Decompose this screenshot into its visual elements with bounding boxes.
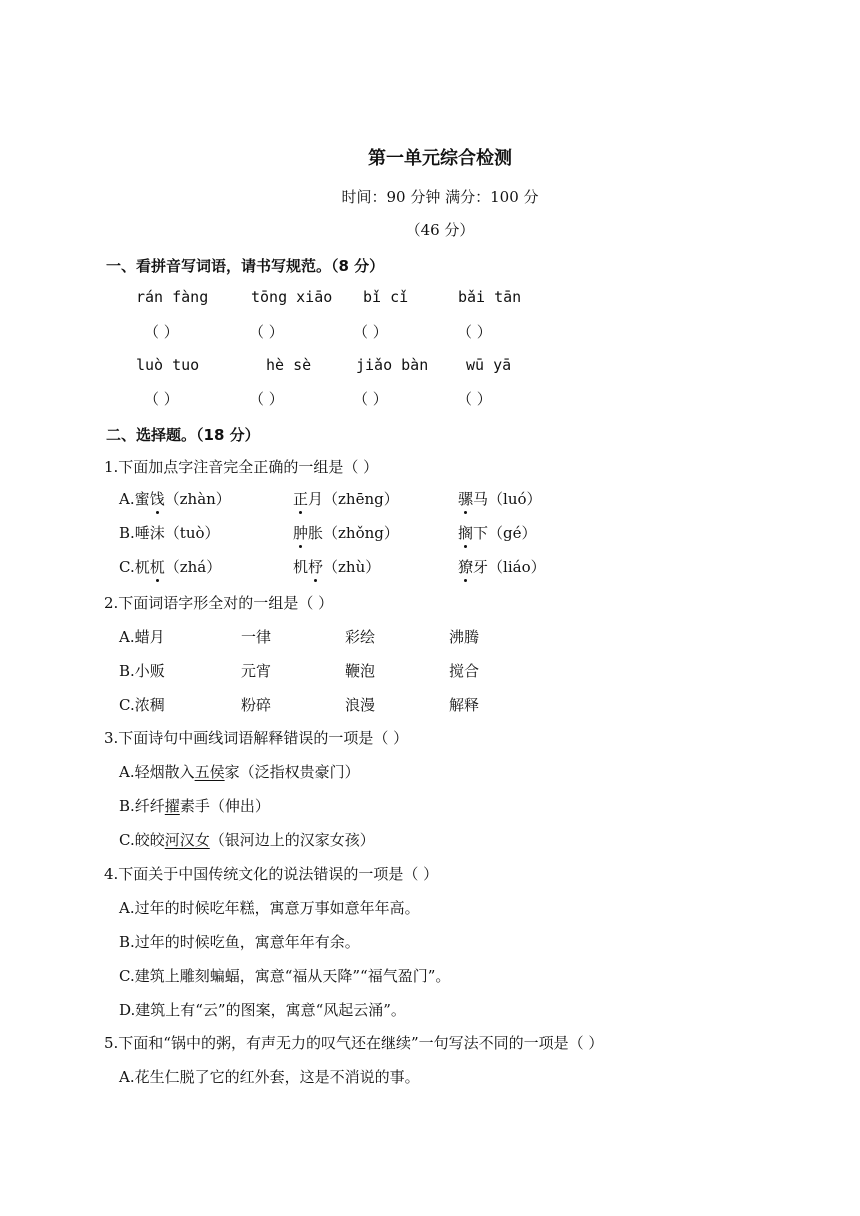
section2-heading: 二、选择题。（18 分） [106,426,260,444]
pinyin-1: rán fàng [136,288,209,306]
q1-stem: 1.下面加点字注音完全正确的一组是（ ） [104,458,379,476]
q1-option-a2: 正月（zhēng） [293,490,399,508]
q5-stem: 5.下面和“锅中的粥，有声无力的叹气还在继续”一句写法不同的一项是（ ） [104,1034,604,1052]
section1-heading: 一、看拼音写词语，请书写规范。（8 分） [106,257,385,275]
q1-option-b1: B.唾沫（tuò） [119,524,220,542]
q1-option-a3: 骡马（luó） [458,490,542,508]
q2-c-3: 浪漫 [345,696,376,714]
q4-option-a: A.过年的时候吃年糕，寓意万事如意年年高。 [119,899,420,917]
q2-c-4: 解释 [449,696,480,714]
q1-option-c1: C.杌杌（zhá） [119,558,222,576]
q2-c-2: 粉碎 [241,696,272,714]
answer-blank-1[interactable]: （ ） [144,323,179,341]
q4-option-d: D.建筑上有“云”的图案，寓意“风起云涌”。 [119,1001,406,1019]
q4-option-c: C.建筑上雕刻蝙蝠，寓意“福从天降”“福气盈门”。 [119,967,451,985]
q1-option-a1: A.蜜饯（zhàn） [119,490,231,508]
answer-blank-3[interactable]: （ ） [353,323,388,341]
q4-option-b: B.过年的时候吃鱼，寓意年年有余。 [119,933,360,951]
pinyin-6: hè sè [266,356,312,374]
score-part: （46 分） [405,221,475,239]
pinyin-2: tōng xiāo [251,288,333,306]
pinyin-4: bǎi tān [458,288,522,306]
q2-c-1: C.浓稠 [119,696,165,714]
q1-option-b2: 肿胀（zhǒng） [293,524,399,542]
q3-option-a: A.轻烟散入五侯家（泛指权贵豪门） [119,763,360,781]
q3-option-c: C.皎皎河汉女（银河边上的汉家女孩） [119,831,375,849]
answer-blank-4[interactable]: （ ） [457,323,492,341]
q2-a-2: 一律 [241,628,272,646]
answer-blank-8[interactable]: （ ） [457,390,492,408]
q2-b-3: 鞭泡 [345,662,376,680]
q2-a-3: 彩绘 [345,628,376,646]
q1-option-b3: 搁下（gé） [458,524,537,542]
time-info: 时间：90 分钟 满分：100 分 [341,188,539,206]
q3-stem: 3.下面诗句中画线词语解释错误的一项是（ ） [104,729,409,747]
answer-blank-6[interactable]: （ ） [249,390,284,408]
pinyin-8: wū yā [466,356,512,374]
answer-blank-5[interactable]: （ ） [144,390,179,408]
q4-stem: 4.下面关于中国传统文化的说法错误的一项是（ ） [104,865,439,883]
q2-a-4: 沸腾 [449,628,480,646]
q2-b-2: 元宵 [241,662,272,680]
q1-option-c2: 机杼（zhù） [293,558,381,576]
q1-option-c3: 獠牙（liáo） [458,558,546,576]
q3-option-b: B.纤纤擢素手（伸出） [119,797,270,815]
q5-option-a: A.花生仁脱了它的红外套，这是不消说的事。 [119,1068,420,1086]
q2-a-1: A.蜡月 [119,628,165,646]
answer-blank-7[interactable]: （ ） [353,390,388,408]
q2-b-4: 搅合 [449,662,480,680]
page-title: 第一单元综合检测 [368,148,512,169]
pinyin-3: bǐ cǐ [363,288,409,306]
pinyin-7: jiǎo bàn [356,356,429,374]
pinyin-5: luò tuo [136,356,200,374]
q2-b-1: B.小贩 [119,662,165,680]
q2-stem: 2.下面词语字形全对的一组是（ ） [104,594,334,612]
answer-blank-2[interactable]: （ ） [249,323,284,341]
